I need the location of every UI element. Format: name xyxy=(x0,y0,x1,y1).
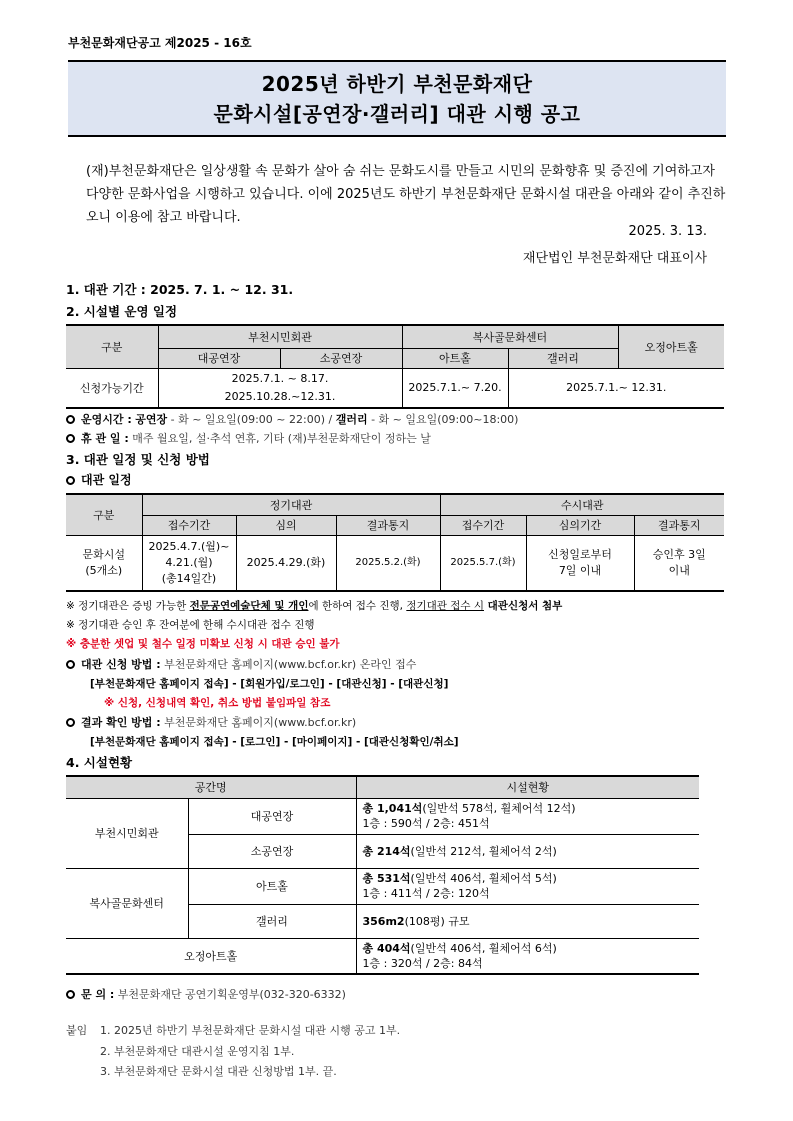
occasional-result xyxy=(634,535,724,591)
note1-b: 전문공연예술단체 및 개인 xyxy=(189,600,309,612)
result-method-line xyxy=(66,714,356,730)
intro-paragraph: (재)부천문화재단은 일상생활 속 문화가 살아 숨 쉬는 문화도시를 만들고 시민의 문화향휴 및 증진에 기여하고자 다양한 문화사업을 시행하고 있습니다. 이에 2025년도 하반기 부천문화재단 문화시설 대관을 아래와 같이 추진하오니 이용에 참고 바랍니다. xyxy=(86,164,726,225)
circle-bullet-icon xyxy=(66,434,75,443)
result-text: 부천문화재단 홈페이지(www.bcf.or.kr) xyxy=(160,716,357,729)
apply-method-line xyxy=(66,656,416,672)
small-hall-total: 총 214석 xyxy=(362,844,411,858)
rental-schedule-table xyxy=(66,493,724,592)
reg-reception-1: 2025.4.7.(월)~ xyxy=(148,539,230,553)
th-boksagol: 복사골문화센터 xyxy=(402,325,618,348)
attach-item-3: 3. 부천문화재단 문화시설 대관 신청방법 1부. 끝. xyxy=(100,1065,337,1078)
arthall-status xyxy=(356,868,699,904)
result-label: 결과 확인 방법 : xyxy=(81,716,161,729)
circle-bullet-icon xyxy=(66,990,75,999)
civic-period-1: 2025.7.1. ~ 8.17. xyxy=(231,371,329,385)
hours-perf: - 화 ~ 일요일(09:00 ~ 22:00) / xyxy=(167,413,336,426)
th-big-hall: 대공연장 xyxy=(158,348,280,368)
th-status: 시설현황 xyxy=(356,776,699,798)
th-space: 공간명 xyxy=(66,776,356,798)
circle-bullet-icon xyxy=(66,415,75,424)
result-path: [부천문화재단 홈페이지 접속] - [로그인] - [마이페이지] - [대관신청확인/취소] xyxy=(90,736,459,748)
closed-days: 매주 월요일, 설·추석 연휴, 기타 (재)부천문화재단이 정하는 날 xyxy=(128,432,431,445)
facility-table xyxy=(66,775,699,975)
arthall-period: 2025.7.1.~ 7.20. xyxy=(402,368,508,408)
section4-title: 4. 시설현황 xyxy=(66,755,133,770)
note1-d: 정기대관 접수 시 xyxy=(406,600,484,612)
hours-gallery: - 화 ~ 일요일(09:00~18:00) xyxy=(367,413,519,426)
circle-bullet-icon xyxy=(66,476,75,485)
note1-e: 대관신청서 첨부 xyxy=(484,600,563,612)
schedule-table xyxy=(66,324,724,409)
th-review-period: 심의기간 xyxy=(526,515,634,535)
civic-period xyxy=(158,368,402,408)
signature: 재단법인 부천문화재단 대표이사 xyxy=(522,251,707,266)
section3-title: 3. 대관 일정 및 신청 방법 xyxy=(66,452,210,467)
th-result: 결과통지 xyxy=(336,515,440,535)
th-small-hall: 소공연장 xyxy=(280,348,402,368)
th-arthall: 아트홀 xyxy=(402,348,508,368)
row-label-2: (5개소) xyxy=(85,563,123,577)
civic-period-2: 2025.10.28.~12.31. xyxy=(224,389,336,403)
small-hall-detail: (일반석 212석, 휠체어석 2석) xyxy=(410,844,557,858)
contact-label: 문 의 : xyxy=(81,988,115,1001)
subtitle-text: 대관 일정 xyxy=(81,473,132,487)
th-reception2: 접수기간 xyxy=(440,515,526,535)
civic-name: 부천시민회관 xyxy=(66,798,188,868)
gallery-size: 356m2 xyxy=(362,914,405,928)
small-hall-name: 소공연장 xyxy=(188,834,356,868)
gallery-status xyxy=(356,904,699,938)
hours-label: 운영시간 : xyxy=(81,413,132,426)
attach-item-1: 1. 2025년 하반기 부천문화재단 문화시설 대관 시행 공고 1부. xyxy=(100,1024,401,1037)
occasional-review xyxy=(526,535,634,591)
gallery-name: 갤러리 xyxy=(188,904,356,938)
th-gallery: 갤러리 xyxy=(508,348,618,368)
ojeong-line-2: 1층 : 320석 / 2층: 84석 xyxy=(362,956,483,970)
boksagol-name: 복사골문화센터 xyxy=(66,868,188,938)
apply-label: 대관 신청 방법 : xyxy=(81,658,161,671)
small-hall-status xyxy=(356,834,699,868)
note-occasional: ※ 정기대관 승인 후 잔여분에 한해 수시대관 접수 진행 xyxy=(66,619,315,631)
contact-text: 부천문화재단 공연기획운영부(032-320-6332) xyxy=(114,988,346,1001)
occasional-reception: 2025.5.7.(화) xyxy=(440,535,526,591)
notice-date: 2025. 3. 13. xyxy=(628,224,707,239)
closed-label: 휴 관 일 : xyxy=(81,432,129,445)
apply-path: [부천문화재단 홈페이지 접속] - [회원가입/로그인] - [대관신청] - [대관신청] xyxy=(90,678,449,690)
apply-text: 부천문화재단 홈페이지(www.bcf.or.kr) 온라인 접수 xyxy=(160,658,417,671)
ojeong-status xyxy=(356,938,699,974)
gallery-detail: (108평) 규모 xyxy=(404,914,470,928)
big-hall-status xyxy=(356,798,699,834)
section1-title: 1. 대관 기간 : 2025. 7. 1. ~ 12. 31. xyxy=(66,282,294,297)
ojeong-line-1 xyxy=(363,941,700,956)
notice-number: 부천문화재단공고 제2025 - 16호 xyxy=(68,36,252,50)
th-result2: 결과통지 xyxy=(634,515,724,535)
closed-line xyxy=(66,430,431,446)
row-label-period: 신청가능기간 xyxy=(66,368,158,408)
attach-label: 붙임 xyxy=(66,1024,88,1037)
hours-perf-label: 공연장 xyxy=(135,413,168,426)
occ-review-2: 7일 이내 xyxy=(558,563,602,577)
occ-review-1: 신청일로부터 xyxy=(548,547,612,561)
note-warning: ※ 충분한 셋업 및 철수 일정 미확보 신청 시 대관 승인 불가 xyxy=(66,638,340,650)
hours-line xyxy=(66,411,518,427)
th-civic: 부천시민회관 xyxy=(158,325,402,348)
gallery-period: 2025.7.1.~ 12.31. xyxy=(508,368,724,408)
rental-schedule-subtitle xyxy=(66,471,132,488)
ojeong-name: 오정아트홀 xyxy=(66,938,356,974)
arthall-name: 아트홀 xyxy=(188,868,356,904)
th-category: 구분 xyxy=(66,325,158,368)
big-hall-detail: (일반석 578석, 휠체어석 12석) xyxy=(422,802,576,815)
arthall-line-2: 1층 : 411석 / 2층: 120석 xyxy=(362,887,490,900)
arthall-total: 총 531석 xyxy=(362,872,411,885)
th-reception: 접수기간 xyxy=(142,515,236,535)
arthall-line-1 xyxy=(363,871,700,886)
regular-reception xyxy=(142,535,236,591)
attach-item-2: 2. 부천문화재단 대관시설 운영지침 1부. xyxy=(100,1045,295,1058)
circle-bullet-icon xyxy=(66,718,75,727)
note-regular xyxy=(66,598,562,613)
contact-line xyxy=(66,986,346,1002)
note1-a: ※ 정기대관은 증빙 가능한 xyxy=(66,600,190,612)
th-regular: 정기대관 xyxy=(142,494,440,515)
th-ojeong: 오정아트홀 xyxy=(618,325,724,368)
title-line-1: 2025년 하반기 부천문화재단 xyxy=(261,71,533,96)
note1-c: 에 한하여 접수 진행, xyxy=(308,600,407,612)
circle-bullet-icon xyxy=(66,660,75,669)
row-label-facility xyxy=(66,535,142,591)
arthall-detail: (일반석 406석, 휠체어석 5석) xyxy=(410,872,557,885)
row-label-1: 문화시설 xyxy=(82,547,125,561)
big-hall-line-2: 1층 : 590석 / 2층: 451석 xyxy=(362,817,490,830)
regular-result: 2025.5.2.(화) xyxy=(336,535,440,591)
reg-reception-3: (총14일간) xyxy=(161,571,217,585)
title-line-2: 문화시설[공연장·갤러리] 대관 시행 공고 xyxy=(213,101,581,126)
th-review: 심의 xyxy=(236,515,336,535)
occ-result-1: 승인후 3일 xyxy=(652,547,706,561)
th-occasional: 수시대관 xyxy=(440,494,724,515)
reg-reception-2: 4.21.(월) xyxy=(165,555,213,569)
apply-note: ※ 신청, 신청내역 확인, 취소 방법 붙임파일 참조 xyxy=(104,697,331,709)
hours-gallery-label: 갤러리 xyxy=(335,413,368,426)
th-category2: 구분 xyxy=(66,494,142,535)
ojeong-total: 총 404석 xyxy=(362,941,411,955)
regular-review: 2025.4.29.(화) xyxy=(236,535,336,591)
big-hall-total: 총 1,041석 xyxy=(362,802,423,815)
ojeong-detail: (일반석 406석, 휠체어석 6석) xyxy=(410,941,557,955)
big-hall-name: 대공연장 xyxy=(188,798,356,834)
section2-title: 2. 시설별 운영 일정 xyxy=(66,304,178,319)
occ-result-2: 이내 xyxy=(668,563,690,577)
title-box xyxy=(68,60,726,137)
big-hall-line-1 xyxy=(363,801,700,816)
